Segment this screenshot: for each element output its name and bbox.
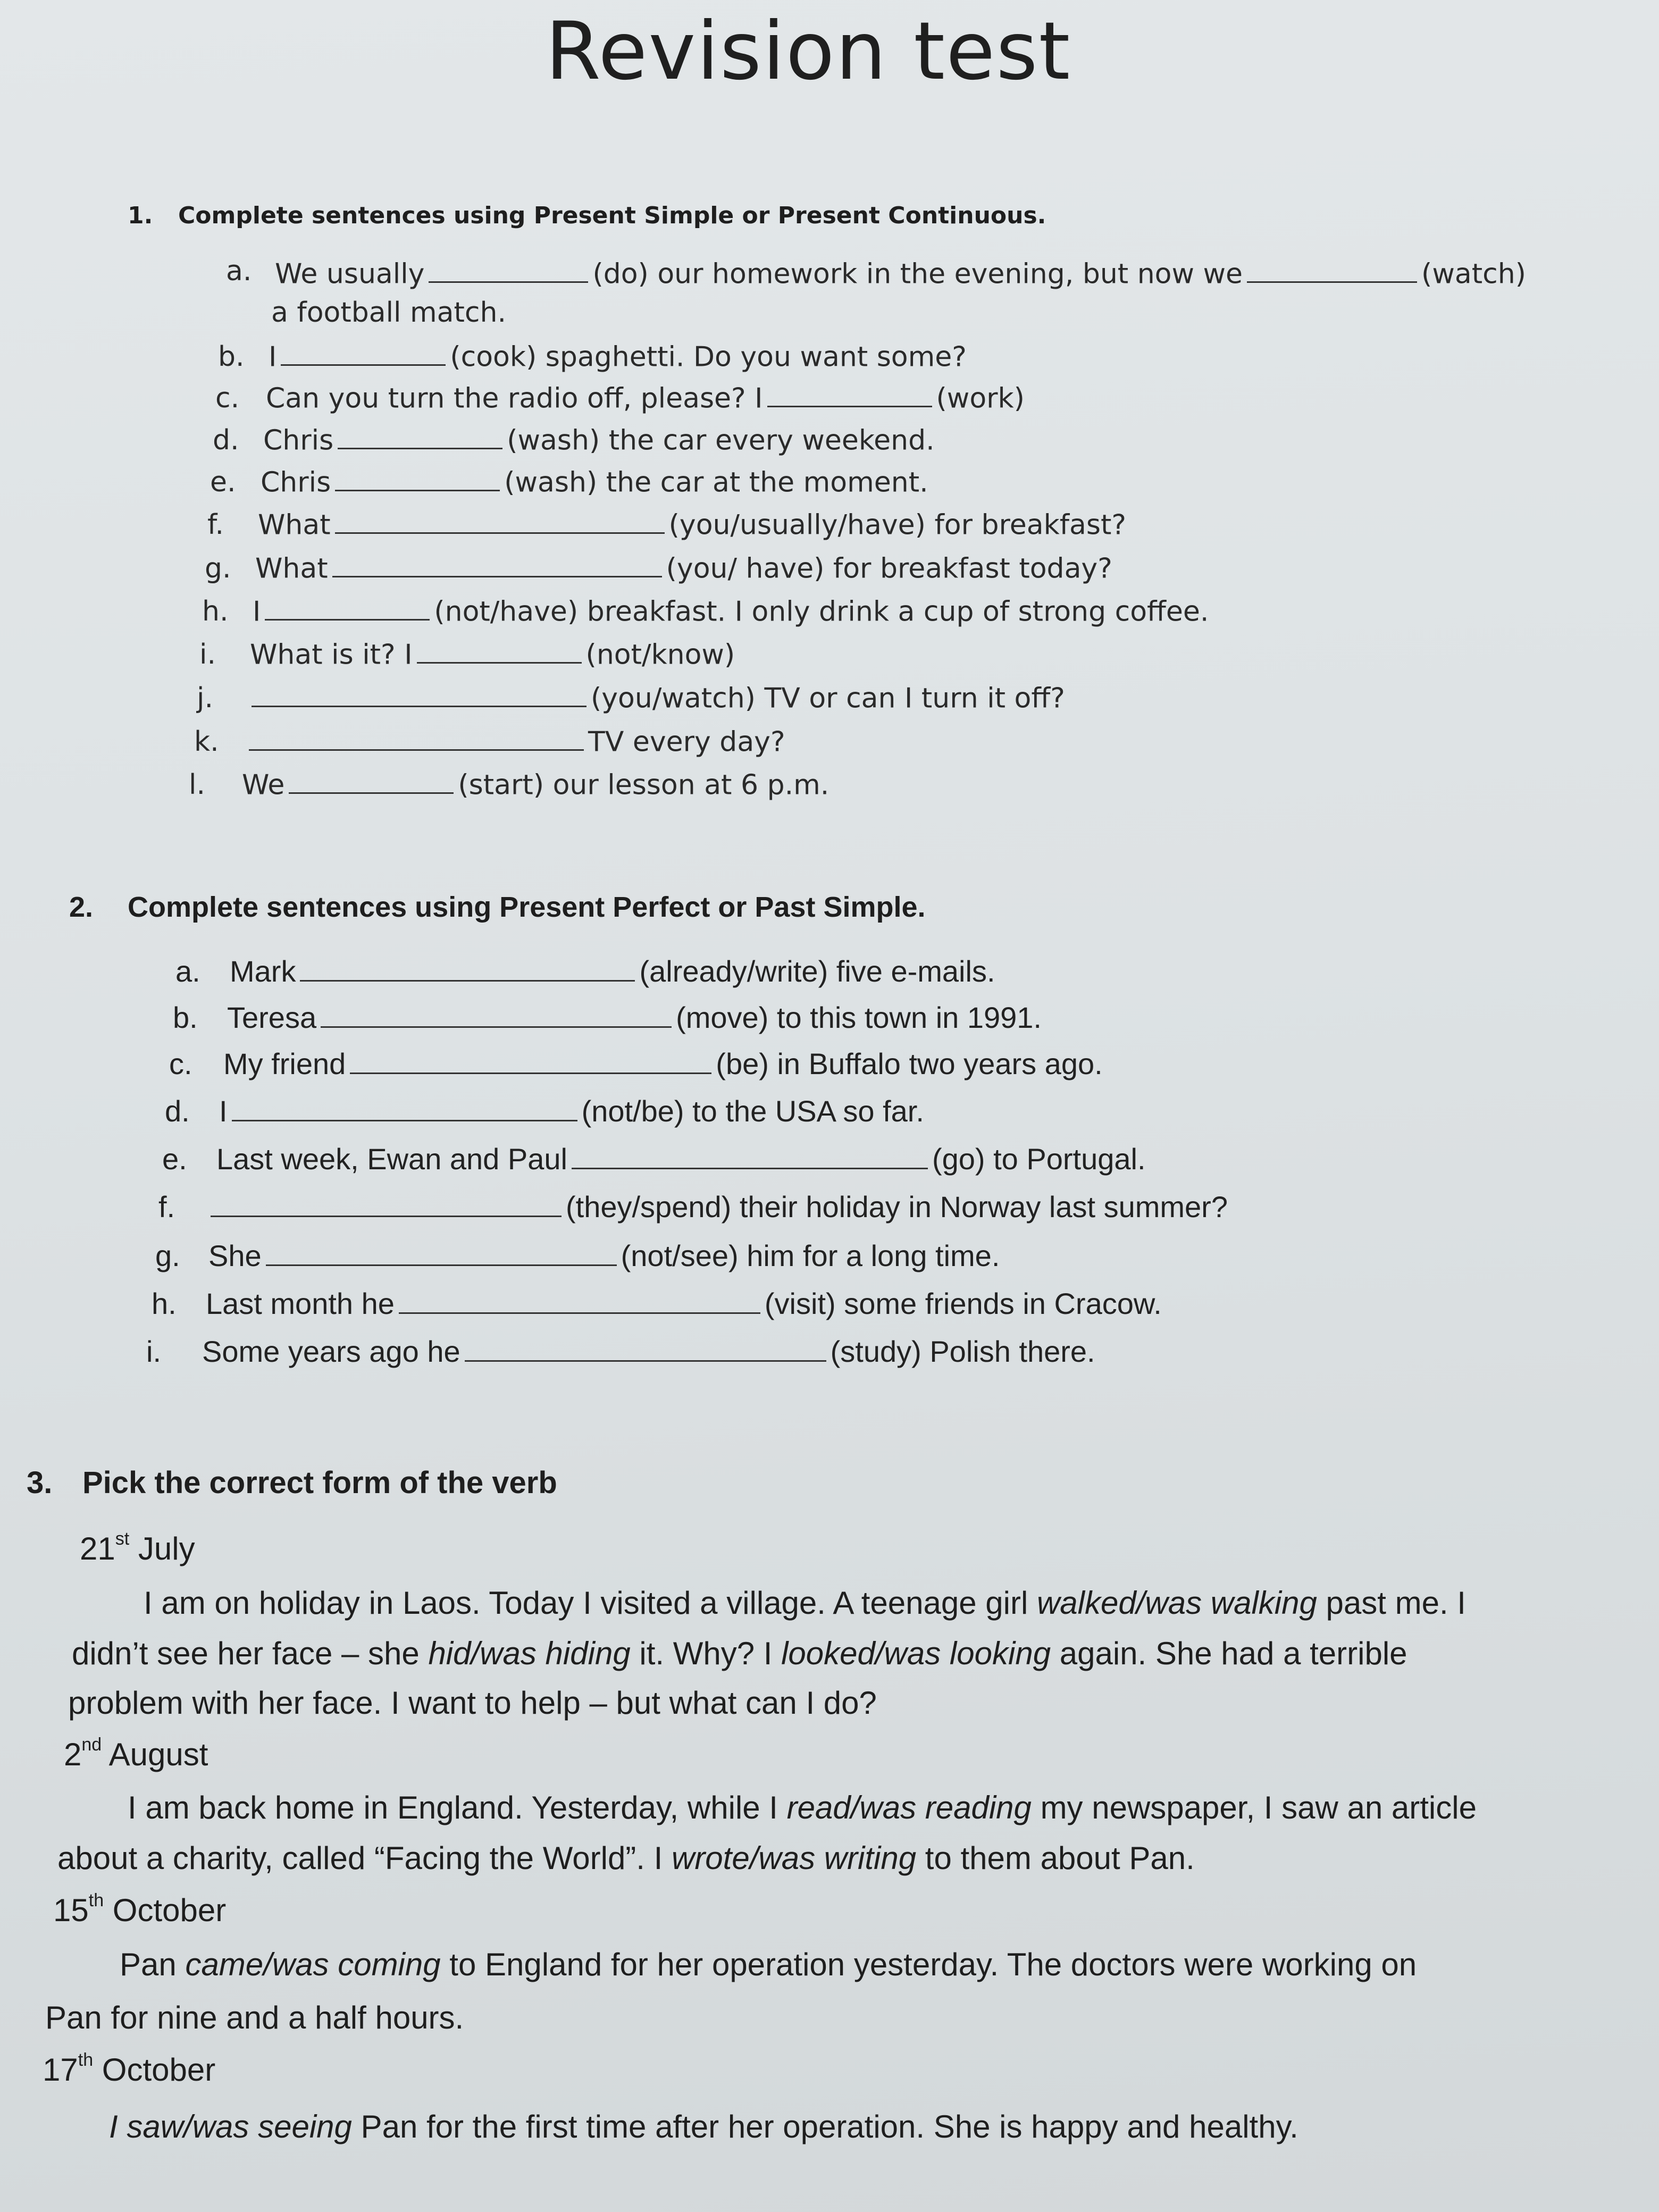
item-label: b.: [173, 1001, 198, 1035]
line-text: I am on holiday in Laos. Today I visited a village. A teenage girl: [144, 1585, 1037, 1621]
answer-blank[interactable]: [399, 1284, 760, 1314]
answer-blank[interactable]: [265, 593, 430, 621]
item-text: (you/watch) TV or can I turn it off?: [591, 682, 1065, 715]
item-label: g.: [155, 1239, 180, 1273]
line-text: again. She had a terrible: [1051, 1636, 1407, 1671]
answer-blank[interactable]: [266, 1236, 617, 1266]
item-label: a.: [175, 954, 200, 988]
exercise-item: [169, 1044, 1103, 1081]
line-text: Pan for nine and a half hours.: [45, 2000, 464, 2035]
item-text: TV every day?: [588, 726, 785, 758]
line-text: didn’t see her face – she: [72, 1636, 429, 1671]
item-text: (cook) spaghetti. Do you want some?: [450, 341, 967, 373]
answer-blank[interactable]: [211, 1187, 562, 1217]
exercise-item: [158, 1187, 1228, 1224]
item-label: f.: [207, 509, 224, 541]
item-label: h.: [202, 596, 229, 628]
item-text: What: [258, 509, 331, 541]
verb-choice[interactable]: came/was coming: [185, 1947, 441, 1982]
exercise-item: [199, 636, 735, 671]
diary-line: [109, 2108, 1298, 2145]
answer-blank[interactable]: [335, 506, 665, 534]
answer-blank[interactable]: [289, 766, 454, 794]
answer-blank[interactable]: [335, 464, 500, 491]
item-text: Teresa: [227, 1001, 317, 1035]
answer-blank[interactable]: [249, 723, 584, 751]
item-label: a.: [226, 255, 252, 287]
diary-line: [128, 1789, 1477, 1826]
item-text: We: [242, 769, 285, 801]
line-text: about a charity, called “Facing the World”. I: [57, 1840, 672, 1876]
exercise-item: [215, 380, 1025, 414]
diary-line: [57, 1840, 1195, 1876]
answer-blank[interactable]: [338, 422, 502, 449]
item-label: b.: [218, 341, 245, 373]
item-label: d.: [165, 1094, 190, 1128]
item-label: c.: [215, 382, 240, 415]
date-month: October: [102, 2052, 216, 2088]
item-text: (they/spend) their holiday in Norway last summer?: [566, 1190, 1228, 1224]
answer-blank[interactable]: [429, 255, 588, 283]
exercise-item: [197, 680, 1065, 714]
verb-choice[interactable]: walked/was walking: [1036, 1585, 1317, 1621]
item-text: (not/know): [585, 639, 735, 671]
item-text: (you/usually/have) for breakfast?: [668, 509, 1126, 541]
verb-choice[interactable]: wrote/was writing: [671, 1840, 917, 1876]
item-text: She: [208, 1239, 262, 1273]
diary-line: [68, 1685, 877, 1721]
item-text: (already/write) five e-mails.: [639, 954, 995, 988]
exercise-item: [207, 506, 1126, 541]
item-text: (study) Polish there.: [830, 1335, 1095, 1369]
item-text: I: [253, 596, 261, 628]
item-label: h.: [152, 1287, 177, 1321]
date-suffix: nd: [81, 1735, 102, 1755]
diary-date: [64, 1735, 208, 1773]
answer-blank[interactable]: [232, 1092, 577, 1121]
date-month: August: [108, 1737, 208, 1772]
date-day: 17: [43, 2052, 78, 2088]
item-label: c.: [169, 1047, 192, 1081]
item-label: e.: [210, 466, 236, 499]
exercise-item: [210, 464, 928, 498]
item-label: l.: [189, 769, 205, 801]
item-text: Can you turn the radio off, please? I: [266, 382, 763, 415]
exercise-item: [155, 1236, 1000, 1273]
date-day: 21: [80, 1531, 115, 1566]
item-text: Last month he: [206, 1287, 395, 1321]
item-label: i.: [146, 1335, 161, 1369]
date-month: October: [112, 1892, 227, 1928]
exercise-item: [189, 766, 829, 801]
answer-blank[interactable]: [252, 680, 586, 707]
item-text: (wash) the car at the moment.: [504, 466, 928, 499]
item-label: e.: [162, 1142, 187, 1176]
answer-blank[interactable]: [572, 1139, 928, 1169]
item-text: (not/have) breakfast. I only drink a cup of strong coffee.: [434, 596, 1209, 628]
exercise-item: [173, 998, 1042, 1035]
diary-line: [120, 1946, 1417, 1983]
date-day: 15: [53, 1892, 89, 1928]
item-text: I: [269, 341, 277, 373]
exercise-item: [205, 550, 1112, 584]
section-heading-text: Complete sentences using Present Perfect or Past Simple.: [128, 891, 926, 923]
date-suffix: th: [78, 2050, 94, 2070]
exercise-item: [213, 422, 935, 456]
item-text: What is it? I: [250, 639, 413, 671]
line-text: my newspaper, I saw an article: [1031, 1790, 1477, 1825]
item-text: My friend: [223, 1047, 346, 1081]
verb-choice[interactable]: I saw/was seeing: [109, 2109, 352, 2144]
answer-blank[interactable]: [767, 380, 932, 407]
item-text: We usually: [275, 258, 425, 290]
answer-blank[interactable]: [350, 1044, 711, 1074]
diary-date: [80, 1529, 195, 1567]
page-title: Revision test: [545, 5, 1071, 98]
date-suffix: st: [115, 1529, 130, 1549]
item-label: f.: [158, 1190, 175, 1224]
answer-blank[interactable]: [321, 998, 672, 1028]
item-text: (go) to Portugal.: [932, 1142, 1146, 1176]
line-text: to England for her operation yesterday. The doctors were working on: [440, 1947, 1417, 1982]
answer-blank[interactable]: [1247, 255, 1417, 283]
date-month: July: [138, 1531, 195, 1566]
item-text: Mark: [230, 954, 296, 988]
item-text: (work): [936, 382, 1025, 415]
item-label: i.: [199, 639, 216, 671]
diary-date: [43, 2050, 215, 2088]
line-text: I am back home in England. Yesterday, while I: [128, 1790, 787, 1825]
answer-blank[interactable]: [281, 338, 446, 366]
section-number: 3.: [27, 1465, 53, 1500]
item-text: (not/see) him for a long time.: [621, 1239, 1000, 1273]
diary-line: [45, 1999, 464, 2036]
item-continuation: a football match.: [271, 297, 506, 329]
line-text: past me. I: [1317, 1585, 1466, 1621]
item-label: j.: [197, 682, 213, 715]
item-text: (you/ have) for breakfast today?: [666, 552, 1112, 585]
answer-blank[interactable]: [300, 952, 635, 982]
exercise-item: [146, 1332, 1095, 1369]
item-text: Some years ago he: [202, 1335, 460, 1369]
section-2-heading: [69, 891, 926, 924]
item-text: (be) in Buffalo two years ago.: [716, 1047, 1103, 1081]
item-text: Chris: [261, 466, 331, 499]
exercise-item: [218, 338, 967, 373]
exercise-item: [165, 1092, 924, 1128]
answer-blank[interactable]: [465, 1332, 826, 1362]
line-text: to them about Pan.: [916, 1840, 1195, 1876]
diary-line: [144, 1585, 1466, 1621]
item-text: I: [219, 1094, 228, 1128]
item-label: d.: [213, 424, 239, 457]
item-text: (start) our lesson at 6 p.m.: [458, 769, 830, 801]
section-1-heading: [128, 202, 1046, 229]
verb-choice[interactable]: hid/was hiding: [428, 1636, 631, 1671]
date-day: 2: [64, 1737, 82, 1772]
exercise-item: [175, 952, 995, 988]
exercise-item: [152, 1284, 1162, 1321]
date-suffix: th: [88, 1890, 104, 1911]
item-text: (watch): [1421, 258, 1526, 290]
verb-choice[interactable]: looked/was looking: [781, 1636, 1051, 1671]
verb-choice[interactable]: read/was reading: [786, 1790, 1032, 1825]
diary-line: [72, 1635, 1407, 1672]
line-text: Pan for the first time after her operation. She is happy and healthy.: [351, 2109, 1298, 2144]
section-heading-text: Complete sentences using Present Simple or Present Continuous.: [178, 202, 1046, 229]
item-text: Chris: [263, 424, 334, 457]
item-text: (wash) the car every weekend.: [507, 424, 935, 457]
answer-blank[interactable]: [332, 550, 662, 577]
section-3-heading: [27, 1465, 557, 1501]
item-text: What: [255, 552, 328, 585]
item-label: k.: [194, 726, 219, 758]
line-text: problem with her face. I want to help – but what can I do?: [68, 1685, 877, 1721]
exercise-item: [162, 1139, 1146, 1176]
answer-blank[interactable]: [417, 636, 582, 664]
item-label: g.: [205, 552, 231, 585]
line-text: Pan: [120, 1947, 186, 1982]
section-heading-text: Pick the correct form of the verb: [82, 1465, 557, 1500]
diary-date: [53, 1890, 226, 1929]
item-text: (not/be) to the USA so far.: [581, 1094, 924, 1128]
exercise-item: [194, 723, 785, 758]
exercise-item: [202, 593, 1209, 627]
item-text: (move) to this town in 1991.: [676, 1001, 1042, 1035]
item-text: Last week, Ewan and Paul: [216, 1142, 567, 1176]
item-text: (visit) some friends in Cracow.: [764, 1287, 1162, 1321]
section-number: 2.: [69, 891, 94, 923]
section-number: 1.: [128, 202, 153, 229]
line-text: it. Why? I: [630, 1636, 782, 1671]
item-text: (do) our homework in the evening, but now we: [592, 258, 1243, 290]
